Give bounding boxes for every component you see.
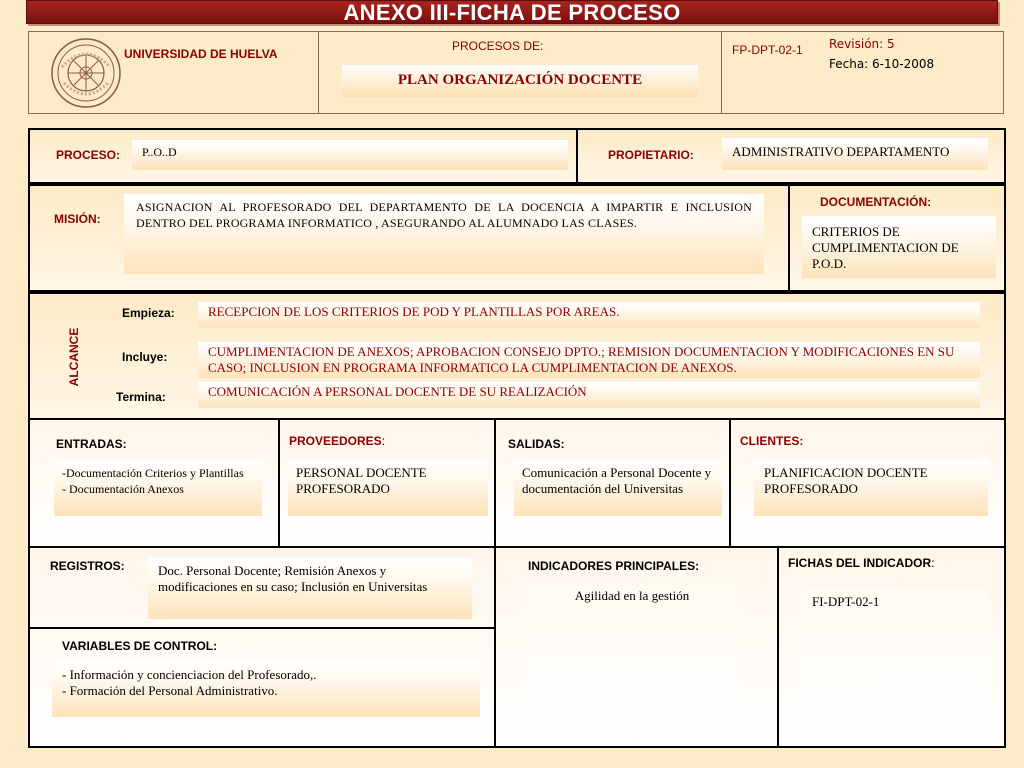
proceso-value: P..O..D bbox=[142, 145, 177, 159]
entradas-field bbox=[54, 460, 262, 516]
row-divider bbox=[28, 627, 496, 629]
proveedores-heading bbox=[289, 434, 385, 448]
mision-value: ASIGNACION AL PROFESORADO DEL DEPARTAMENTO DE LA DOCENCIA A IMPARTIR E INCLUSION DENTRO DEL PROGRAMA INFORMATICO , ASEGURANDO AL ALUMNADO LAS CLASES. bbox=[136, 200, 752, 230]
proveedores-value: PERSONAL DOCENTE PROFESORADO bbox=[296, 465, 427, 496]
termina-field bbox=[198, 382, 980, 408]
mision-field bbox=[124, 194, 764, 274]
row-divider bbox=[777, 546, 779, 748]
salidas-label: SALIDAS: bbox=[508, 437, 565, 451]
clientes-value: PLANIFICACION DOCENTE PROFESORADO bbox=[764, 465, 928, 496]
date-text: Fecha: 6-10-2008 bbox=[829, 57, 935, 71]
procesos-de-label: PROCESOS DE: bbox=[452, 39, 544, 53]
fichas-value: FI-DPT-02-1 bbox=[812, 594, 880, 609]
incluye-label: Incluye: bbox=[122, 350, 168, 364]
registros-label: REGISTROS: bbox=[50, 559, 125, 573]
salidas-field bbox=[514, 460, 722, 516]
fichas-field bbox=[802, 588, 988, 718]
header-divider bbox=[318, 31, 319, 114]
documentacion-label: DOCUMENTACIÓN: bbox=[820, 195, 932, 209]
documentacion-field bbox=[802, 216, 996, 278]
proveedores-label: PROVEEDORES bbox=[289, 434, 382, 448]
registros-field bbox=[148, 557, 472, 619]
entradas-line-2: - Documentación Anexos bbox=[62, 482, 184, 496]
proceso-field bbox=[132, 140, 568, 170]
variables-line-2: - Formación del Personal Administrativo. bbox=[62, 683, 278, 698]
empieza-value: RECEPCION DE LOS CRITERIOS DE POD Y PLANTILLAS POR AREAS. bbox=[208, 304, 620, 319]
row-divider bbox=[729, 418, 731, 548]
entradas-line-1: -Documentación Criterios y Plantillas bbox=[62, 466, 244, 480]
plan-field bbox=[342, 65, 698, 97]
termina-value: COMUNICACIÓN A PERSONAL DOCENTE DE SU REALIZACIÓN bbox=[208, 384, 587, 399]
clientes-field bbox=[754, 460, 988, 516]
salidas-value: Comunicación a Personal Docente y documentación del Universitas bbox=[522, 465, 712, 496]
title-banner bbox=[26, 0, 998, 24]
header-divider bbox=[721, 31, 722, 114]
proveedores-colon: : bbox=[381, 434, 386, 448]
page-title: ANEXO III-FICHA DE PROCESO bbox=[343, 0, 681, 25]
propietario-field bbox=[722, 138, 988, 170]
clientes-label: CLIENTES: bbox=[740, 434, 804, 448]
proceso-label: PROCESO: bbox=[56, 148, 121, 162]
fichas-label: FICHAS DEL INDICADOR bbox=[788, 556, 932, 570]
mision-label: MISIÓN: bbox=[54, 212, 101, 226]
indicadores-value: Agilidad en la gestión bbox=[574, 588, 690, 603]
document-code: FP-DPT-02-1 bbox=[732, 43, 803, 57]
row-divider bbox=[494, 546, 496, 748]
registros-value: Doc. Personal Docente; Remisión Anexos y modificaciones en su caso; Inclusión en Universitas bbox=[158, 563, 428, 594]
variables-line-1: - Información y concienciacion del Profesorado,. bbox=[62, 667, 317, 682]
university-name: UNIVERSIDAD DE HUELVA bbox=[124, 47, 278, 61]
termina-label: Termina: bbox=[116, 390, 166, 404]
propietario-label: PROPIETARIO: bbox=[608, 148, 694, 162]
incluye-field bbox=[198, 342, 980, 378]
fichas-colon: : bbox=[931, 556, 935, 570]
alcance-label: ALCANCE bbox=[67, 327, 81, 387]
propietario-value: ADMINISTRATIVO DEPARTAMENTO bbox=[732, 144, 950, 159]
variables-label: VARIABLES DE CONTROL: bbox=[62, 639, 218, 653]
plan-title: PLAN ORGANIZACIÓN DOCENTE bbox=[397, 72, 643, 88]
indicadores-label: INDICADORES PRINCIPALES: bbox=[528, 559, 700, 573]
university-seal-icon bbox=[50, 37, 122, 109]
row-divider bbox=[494, 418, 496, 548]
revision-text: Revisión: 5 bbox=[829, 37, 895, 51]
incluye-value: CUMPLIMENTACION DE ANEXOS; APROBACION CONSEJO DPTO.; REMISION DOCUMENTACION Y MODIFICACIONES EN SU CASO; INCLUSION EN PROGRAMA INFORMATICO LA CUMPLIMENTACION DE ANEXOS. bbox=[208, 344, 955, 375]
row-divider bbox=[788, 184, 790, 292]
row-divider bbox=[576, 128, 578, 184]
indicadores-field bbox=[526, 586, 738, 718]
row-divider bbox=[278, 418, 280, 548]
fichas-heading bbox=[788, 556, 934, 570]
entradas-label: ENTRADAS: bbox=[56, 437, 127, 451]
variables-field bbox=[52, 661, 480, 717]
empieza-label: Empieza: bbox=[122, 306, 175, 320]
empieza-field bbox=[198, 302, 980, 328]
proveedores-field bbox=[288, 460, 488, 516]
documentacion-value: CRITERIOS DE CUMPLIMENTACION DE P.O.D. bbox=[812, 224, 959, 271]
